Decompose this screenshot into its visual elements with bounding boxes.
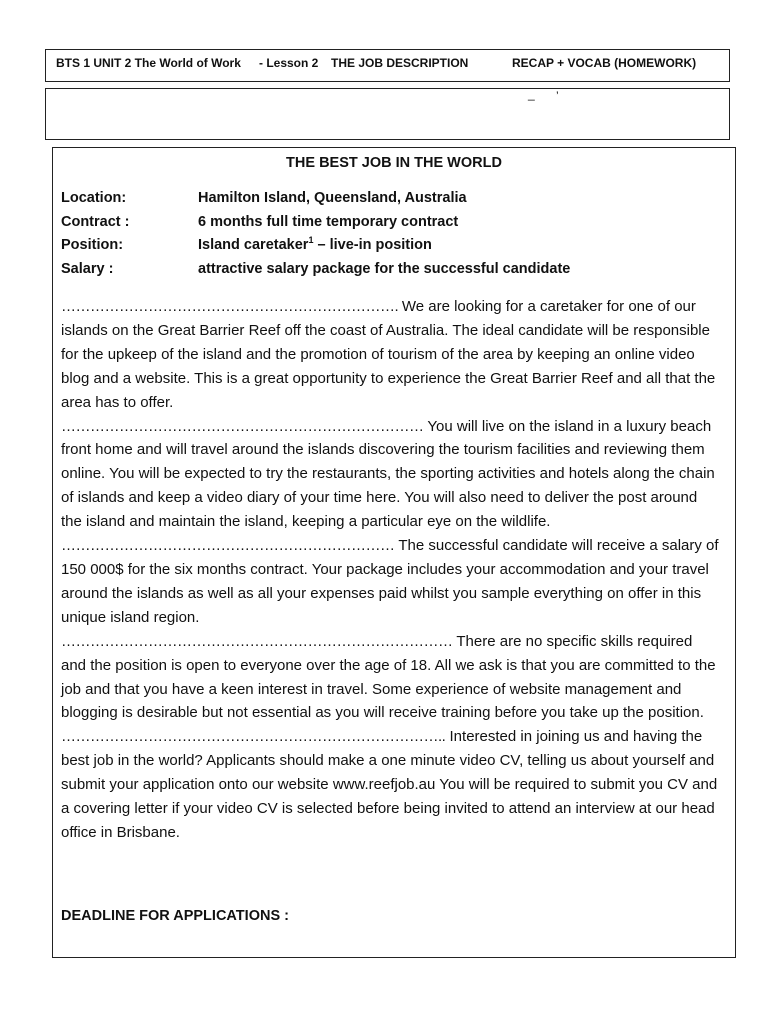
fill-in-blank: ……………………………………………………………. <box>61 298 402 315</box>
stray-mark: _ <box>528 87 535 101</box>
fill-in-blank: ………………………………………………………………… <box>61 417 424 435</box>
paragraph <box>61 725 721 845</box>
detail-label: Contract : <box>61 213 130 230</box>
fill-in-blank: …………………………………………………………………….. <box>61 728 446 746</box>
fill-in-blank: …………………………………………………………… <box>61 537 395 555</box>
detail-label: Salary : <box>61 260 114 277</box>
detail-value-group <box>198 234 432 258</box>
detail-value: Hamilton Island, Queensland, Australia <box>198 190 467 206</box>
detail-label: Location: <box>61 190 127 206</box>
fill-in-blank: ……………………………………………………………………… <box>61 632 453 650</box>
stray-mark: ’ <box>556 89 559 103</box>
detail-value-suffix: – live-in position <box>313 237 432 253</box>
document-title: THE BEST JOB IN THE WORLD <box>286 155 502 171</box>
lesson-type: RECAP + VOCAB (HOMEWORK) <box>512 56 697 70</box>
paragraph <box>61 630 721 726</box>
paragraph-text: The successful candidate will receive a salary of 150 000$ for the six months contract. Your package includes your accommodation and your travel around the islands as well as all your expenses paid whilst you sample everything on offer in this unique island region. <box>61 537 719 626</box>
header-box <box>45 49 730 82</box>
paragraph-text: We are looking for a caretaker for one of our islands on the Great Barrier Reef off the coast of Australia. The ideal candidate will be responsible for the upkeep of the island and the promotion of tourism of the area by keeping an online video blog and a website. This is a great opportunity to experience the Great Barrier Reef and all that the area has to offer. <box>61 298 716 411</box>
detail-value: attractive salary package for the successful candidate <box>198 260 571 277</box>
lesson-number: - Lesson 2 <box>259 56 319 70</box>
answer-box <box>45 88 730 140</box>
paragraph-text: Interested in joining us and having the best job in the world? Applicants should make a one minute video CV, telling us about yourself and submit your application onto our website www.reefjob.au You will be required to submit you CV and a covering letter if your video CV is selected before being invited to attend an interview at our head office in Brisbane. <box>61 728 718 841</box>
job-description-body <box>61 295 721 845</box>
footnote-marker: 1 <box>308 235 314 246</box>
paragraph <box>61 415 721 535</box>
detail-label: Position: <box>61 237 124 253</box>
paragraph <box>61 295 721 415</box>
paragraph <box>61 534 721 630</box>
course-title: BTS 1 UNIT 2 The World of Work <box>56 56 241 70</box>
deadline-label: DEADLINE FOR APPLICATIONS : <box>61 908 289 924</box>
detail-value: 6 months full time temporary contract <box>198 213 459 230</box>
detail-value: Island caretaker <box>198 237 309 253</box>
lesson-topic: THE JOB DESCRIPTION <box>331 56 469 70</box>
job-description-box <box>52 147 736 958</box>
paragraph-text: You will live on the island in a luxury beach front home and will travel around the islands discovering the tourism facilities and reviewing them online. You will be expected to try the restaurants, the sporting activities and hotels along the chain of islands and keep a video diary of your time here. You will also need to deliver the post around the island and maintain the island, keeping a particular eye on the wildlife. <box>61 417 715 531</box>
paragraph-text: There are no specific skills required and the position is open to everyone over the age of 18. All we ask is that you are committed to the job and that you have a keen interest in travel. Some experience of website management and blogging is desirable but not essential as you will receive training before you take up the position. <box>61 632 716 722</box>
